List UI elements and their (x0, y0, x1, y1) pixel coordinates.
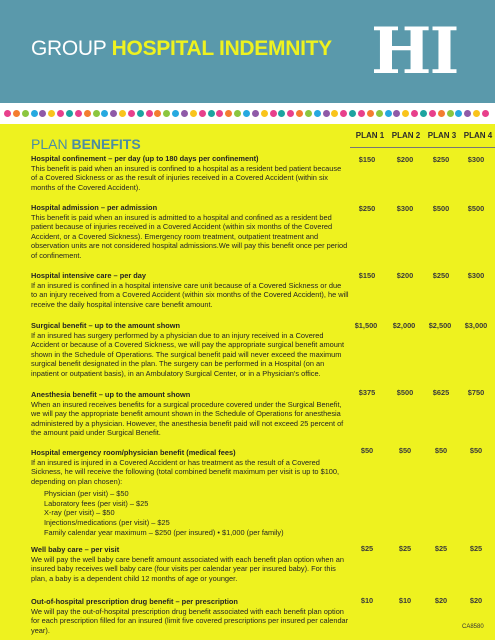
benefit-value: $50 (360, 446, 374, 455)
benefit-value: $200 (396, 155, 414, 164)
benefit-value: $250 (432, 271, 450, 280)
benefit-title: Hospital confinement – per day (up to 180 days per confinement) (31, 154, 259, 163)
decorative-dot (376, 110, 383, 117)
header-banner (0, 0, 495, 103)
benefit-well-baby-care (31, 545, 349, 583)
decorative-dot (13, 110, 20, 117)
decorative-dot (402, 110, 409, 117)
page-title: GROUP HOSPITAL INDEMNITY (31, 37, 332, 60)
decorative-dot (110, 110, 117, 117)
benefit-hospital-confinement (31, 154, 349, 192)
benefit-title: Well baby care – per visit (31, 545, 120, 554)
decorative-dot (190, 110, 197, 117)
decorative-dot (199, 110, 206, 117)
decorative-dot (261, 110, 268, 117)
list-item: Injections/medications (per visit) – $25 (44, 518, 170, 528)
document-code: CA8580 (462, 624, 484, 630)
decorative-dot (331, 110, 338, 117)
decorative-dot (225, 110, 232, 117)
decorative-dot (234, 110, 241, 117)
benefit-prescription-drug (31, 597, 349, 635)
benefit-value: $10 (360, 596, 374, 605)
decorative-dot (278, 110, 285, 117)
benefit-value: $375 (358, 388, 376, 397)
benefit-title: Hospital intensive care – per day (31, 271, 147, 280)
plan-3-rule (422, 147, 462, 148)
decorative-dot (323, 110, 330, 117)
benefit-value: $25 (434, 544, 448, 553)
plan-4-rule (458, 147, 495, 148)
decorative-dot (447, 110, 454, 117)
benefit-value: $50 (434, 446, 448, 455)
decorative-dot (172, 110, 179, 117)
list-item: X-ray (per visit) – $50 (44, 508, 115, 518)
benefit-value: $500 (396, 388, 414, 397)
benefit-value: $150 (358, 155, 376, 164)
benefit-hospital-admission (31, 203, 349, 260)
benefit-value: $2,000 (392, 321, 416, 330)
benefit-value: $3,000 (464, 321, 488, 330)
decorative-dot (340, 110, 347, 117)
benefit-fee-list (44, 489, 349, 537)
benefit-value: $20 (469, 596, 483, 605)
benefit-value: $750 (467, 388, 485, 397)
decorative-dot (367, 110, 374, 117)
decorative-dot (314, 110, 321, 117)
benefit-value: $200 (396, 271, 414, 280)
decorative-dot (473, 110, 480, 117)
decorative-dot (287, 110, 294, 117)
list-item: Physician (per visit) – $50 (44, 489, 129, 499)
benefit-anesthesia (31, 390, 349, 438)
benefit-value: $50 (469, 446, 483, 455)
benefit-value: $25 (469, 544, 483, 553)
benefit-value: $10 (398, 596, 412, 605)
decorative-dot (22, 110, 29, 117)
benefit-value: $50 (398, 446, 412, 455)
decorative-dot (181, 110, 188, 117)
decorative-dot (163, 110, 170, 117)
decorative-dot (75, 110, 82, 117)
decorative-dot (243, 110, 250, 117)
benefit-surgical (31, 321, 349, 378)
decorative-dot (101, 110, 108, 117)
benefit-value: $1,500 (354, 321, 378, 330)
decorative-dot (119, 110, 126, 117)
decorative-dot (57, 110, 64, 117)
section-heading: PLAN BENEFITS (31, 136, 141, 152)
benefit-description: When an insured receives benefits for a surgical procedure covered under the Surgical Benefit, we will pay the appropriate benefit amount shown in the Schedule of Operations for anesthesia administered by a physician. However, the anesthesia benefit paid will not exceed 25 percent of the amount paid under Surgical Benefit. (31, 399, 344, 438)
decorative-dot (305, 110, 312, 117)
benefit-value: $25 (398, 544, 412, 553)
product-code: HI (371, 14, 458, 89)
benefit-title: Out-of-hospital prescription drug benefit – per prescription (31, 597, 238, 606)
benefit-value: $500 (432, 204, 450, 213)
decorative-dot (464, 110, 471, 117)
benefit-title: Surgical benefit – up to the amount shown (31, 321, 181, 330)
plan-3-header: PLAN 3 (427, 131, 457, 140)
benefit-value: $250 (432, 155, 450, 164)
benefit-title: Hospital emergency room/physician benefit (medical fees) (31, 448, 236, 457)
decorative-dot (146, 110, 153, 117)
decorative-dot (385, 110, 392, 117)
benefit-description: We will pay the out-of-hospital prescription drug benefit associated with each benefit plan option for each prescription filled for an insured (limit five covered prescriptions per insured per calendar year). (31, 606, 349, 635)
plan-2-rule (386, 147, 426, 148)
decorative-dot (429, 110, 436, 117)
decorative-dot (455, 110, 462, 117)
decorative-dot (93, 110, 100, 117)
benefit-value: $150 (358, 271, 376, 280)
benefit-description: If an insured is injured in a Covered Accident or has treatment as the result of a Covered Sickness, he will receive the following (total combined benefit maximum per visit is up to $100, depending on plan chosen): (31, 457, 340, 486)
benefit-value: $300 (467, 271, 485, 280)
decorative-dot (296, 110, 303, 117)
list-item: Laboratory fees (per visit) – $25 (44, 498, 149, 508)
list-item: Family calendar year maximum – $250 (per insured) • $1,000 (per family) (44, 527, 284, 537)
decorative-dot (411, 110, 418, 117)
benefit-title: Anesthesia benefit – up to the amount shown (31, 390, 191, 399)
decorative-dot (252, 110, 259, 117)
decorative-dot (128, 110, 135, 117)
decorative-dot (349, 110, 356, 117)
benefit-value: $250 (358, 204, 376, 213)
decorative-dot (358, 110, 365, 117)
benefit-description: This benefit is paid when an insured is admitted to a hospital and confined as a resident bed patient because of injuries received in a Covered Accident (within six months of the Covered Accident, or a Covered Sickness). Emergency room treatment, outpatient treatment and observation units are not considered hospital admissions.We will pay this benefit once per period of confinement. (31, 212, 348, 260)
decorative-dot (66, 110, 73, 117)
decorative-dot (84, 110, 91, 117)
benefit-value: $20 (434, 596, 448, 605)
plan-1-header: PLAN 1 (355, 131, 385, 140)
decorative-dot (420, 110, 427, 117)
benefit-intensive-care (31, 271, 349, 309)
decorative-dot (154, 110, 161, 117)
decorative-dot (39, 110, 46, 117)
benefit-value: $25 (360, 544, 374, 553)
benefit-emergency-room (31, 448, 349, 537)
decorative-dot (137, 110, 144, 117)
decorative-dot (482, 110, 489, 117)
benefit-value: $500 (467, 204, 485, 213)
decorative-dot (393, 110, 400, 117)
decorative-dot (216, 110, 223, 117)
benefit-description: If an insured has surgery performed by a physician due to an injury received in a Covered Accident or because of a Covered Sickness, we will pay the appropriate surgical benefit amount shown in the Schedule of Operations. The surgical benefit paid will never exceed the maximum surgical benefit designated in the plan. The surgery can be performed in a Hospital (on an inpatient or outpatient basis), in an Ambulatory Surgical Center, or in a Physician's office. (31, 330, 345, 378)
decorative-dot-row (4, 110, 494, 120)
benefit-description: This benefit is paid when an insured is confined to a hospital as a resident bed patient because of a Covered Sickness or as the result of injuries received in a Covered Accident (within six months of the Covered Accident). (31, 163, 342, 192)
decorative-dot (438, 110, 445, 117)
benefit-value: $300 (396, 204, 414, 213)
benefit-value: $300 (467, 155, 485, 164)
benefit-value: $2,500 (428, 321, 452, 330)
decorative-dot (48, 110, 55, 117)
benefit-description: If an insured is confined in a hospital intensive care unit because of a Covered Sickness or due to an injury received from a Covered Accident (within six months of the Covered Accident), he will receive the daily hospital intensive care benefit amount. (31, 280, 349, 309)
benefit-value: $625 (432, 388, 450, 397)
benefit-title: Hospital admission – per admission (31, 203, 158, 212)
plan-1-rule (350, 147, 390, 148)
decorative-dot (270, 110, 277, 117)
plan-4-header: PLAN 4 (463, 131, 493, 140)
decorative-dot (208, 110, 215, 117)
decorative-dot (31, 110, 38, 117)
decorative-dot (4, 110, 11, 117)
plan-2-header: PLAN 2 (391, 131, 421, 140)
benefit-description: We will pay the well baby care benefit amount associated with each benefit plan option when an insured baby receives well baby care (four visits per calendar year per insured baby). For this plan, a baby is a dependent child 12 months of age or younger. (31, 554, 344, 583)
